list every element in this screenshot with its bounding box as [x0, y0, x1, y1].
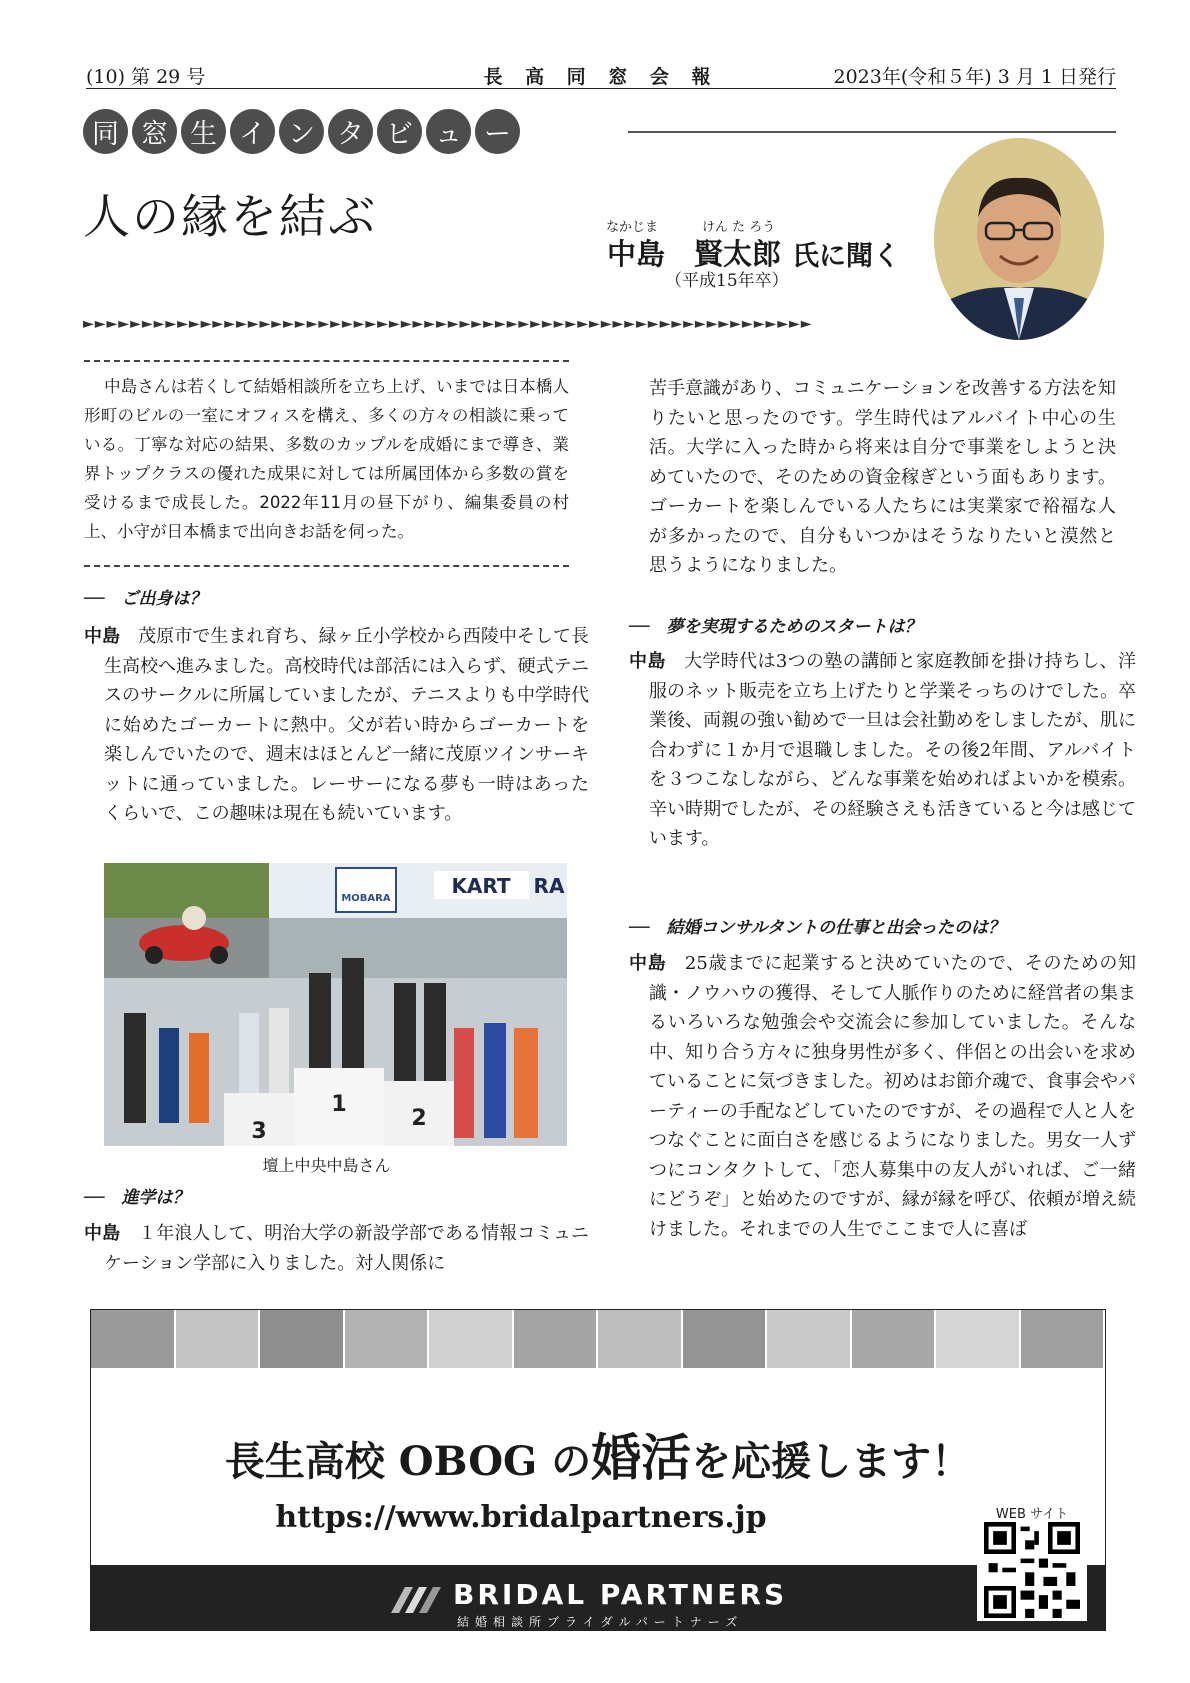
qr-label: WEB サイト: [995, 1507, 1069, 1522]
arrow-divider: ►►►►►►►►►►►►►►►►►►►►►►►►►►►►►►►►►►►►►►►►►►►►►►►►►►►►►►►►►►►►►►: [83, 316, 813, 332]
ad-headline-post: を応援します！: [691, 1438, 972, 1485]
lead-bottom-rule: [84, 565, 569, 567]
lead-body: 中島さんは若くして結婚相談所を立ち上げ、いまでは日本橋人形町のビルの一室にオフィスを構え、多くの方々の相談に乗っている。丁寧な対応の結果、多数のカップルを成婚にまで導き、業界トップクラスの優れた成果に対しては所属団体から多数の賞を受けるまで成長した。2022年11月の昼下がり、編集委員の村上、小守が日本橋まで出向きお話を伺った。: [84, 377, 569, 541]
speaker-label: 中島: [84, 1223, 121, 1244]
svg-text:1: 1: [331, 1092, 347, 1117]
issue-number: (10) 第 29 号: [86, 66, 206, 88]
portrait-photo: [934, 138, 1104, 340]
ad-brand-bar: [91, 1565, 1105, 1630]
interviewee-suffix: 氏に聞く: [792, 241, 900, 272]
answer-text: 25歳までに起業すると決めていたので、そのための知識・ノウハウの獲得、そして人脈作りのために経営者の集まるいろいろな勉強会や交流会に参加していました。そんな中、知り合う方々に独身男性が多く、伴侶との出会いを求めていることに気づきました。初めはお節介魂で、食事会やパーティーの手配などしていたのですが、その過程で人と人をつなぐことに面白さを感じるようになりました。男女一人ずつにコンタクトして、「恋人募集中の友人がいれば、ご一緒にどうぞ」と始めたのですが、縁が縁を呼び、依頼が増え続けました。それまでの人生でここまで人に喜ば: [649, 953, 1137, 1240]
svg-text:2: 2: [411, 1106, 427, 1131]
answer-text: 大学時代は3つの塾の講師と家庭教師を掛け持ちし、洋服のネット販売を立ち上げたりと学業そっちのけでした。卒業後、両親の強い勧めで一旦は会社勤めをしましたが、肌に合わずに１か月で退職しました。その後2年間、アルバイトを３つこなしながら、どんな事業を始めればよいかを模索。辛い時期でしたが、その経験さえも活きていると今は感じています。: [649, 651, 1137, 849]
ruby-family: なかじま: [606, 220, 659, 235]
question-start: ── 夢を実現するためのスタートは？: [629, 617, 922, 637]
sign-kart: KART: [451, 874, 511, 898]
speaker-label: 中島: [629, 953, 667, 974]
banner-char: タ: [328, 109, 373, 154]
brand-subtitle: 結婚相談所ブライダルパートナーズ: [457, 1615, 744, 1629]
banner-char: 同: [83, 109, 128, 154]
newsletter-name: 長 高 同 窓 会 報: [483, 66, 719, 88]
banner-char: 窓: [132, 109, 177, 154]
ad-url-link[interactable]: https://www.bridalpartners.jp: [275, 1500, 767, 1535]
interviewee-name: 中島 賢太郎: [607, 237, 782, 271]
brand-logo-icon: [391, 1587, 447, 1613]
photo-caption: 壇上中央中島さん: [262, 1156, 391, 1175]
question-career: ── 結婚コンサルタントの仕事と出会ったのは？: [629, 918, 1005, 938]
article-title: 人の縁を結ぶ: [83, 190, 377, 245]
banner-char: ュ: [426, 109, 471, 154]
brand-name: BRIDAL PARTNERS: [453, 1578, 788, 1611]
answer-text: 茂原市で生まれ育ち、緑ヶ丘小学校から西陵中そして長生高校へ進みました。高校時代は部活には入らず、硬式テニスのサークルに所属していましたが、テニスよりも中学時代に始めたゴーカートに熱中。父が若い時からゴーカートを楽しんでいたので、週末はほとんど一緒に茂原ツインサーキットに通っていました。レーサーになる夢も一時はあったくらいで、この趣味は現在も続いています。: [104, 626, 590, 824]
banner-char: ビ: [377, 109, 422, 154]
svg-text:3: 3: [251, 1119, 267, 1144]
answer-origin: [84, 622, 589, 829]
kart-photo-illustration: [104, 863, 567, 1146]
lead-text: [84, 372, 569, 546]
page-header: [86, 62, 1116, 89]
ruby-given: けん た ろう: [702, 220, 776, 235]
lead-top-rule: [84, 360, 569, 362]
ad-headline-emphasis: 婚活: [591, 1428, 692, 1487]
ad-headline-pre: 長生高校 OBOG の: [224, 1438, 592, 1485]
graduation-year: （平成15年卒）: [665, 271, 789, 291]
answer-education: [84, 1219, 589, 1278]
banner-char: イ: [230, 109, 275, 154]
question-text: 進学は？: [121, 1188, 190, 1208]
qr-panel[interactable]: [977, 1503, 1087, 1621]
portrait-illustration: [934, 138, 1104, 340]
banner-rule: [628, 131, 1116, 133]
bridal-advertisement: [90, 1309, 1106, 1631]
qr-code-icon[interactable]: [984, 1522, 1080, 1618]
sign-ra: RA: [533, 874, 565, 898]
question-text: 結婚コンサルタントの仕事と出会ったのは？: [666, 918, 1005, 938]
issue-date: 2023年(令和５年) 3 月 1 日発行: [833, 66, 1116, 88]
answer-education-continued: 苦手意識があり、コミュニケーションを改善する方法を知りたいと思ったのです。学生時代はアルバイト中心の生活。大学に入った時から将来は自分で事業をしようと決めていたので、そのための資金稼ぎという面もあります。ゴーカートを楽しんでいる人たちには実業家で裕福な人が多かったので、自分もいつかはそうなりたいと漠然と思うようになりました。: [649, 378, 1116, 576]
banner-char: ン: [279, 109, 324, 154]
speaker-label: 中島: [84, 626, 121, 647]
question-education: ── 進学は？: [84, 1188, 190, 1208]
sign-mobara: MOBARA: [341, 893, 391, 904]
interview-banner: [83, 108, 520, 154]
question-text: ご出身は？: [121, 589, 207, 609]
speaker-label: 中島: [629, 651, 666, 672]
answer-start: [629, 647, 1136, 854]
ad-photo-strip: [91, 1310, 1105, 1368]
question-origin: ── ご出身は？: [84, 589, 207, 609]
banner-char: ー: [475, 109, 520, 154]
question-text: 夢を実現するためのスタートは？: [666, 617, 922, 637]
kart-podium-photo: [104, 863, 567, 1146]
answer-text: １年浪人して、明治大学の新設学部である情報コミュニケーション学部に入りました。対人関係に: [104, 1223, 590, 1274]
ad-headline: [91, 1418, 1105, 1490]
banner-char: 生: [181, 109, 226, 154]
answer-career: [629, 949, 1136, 1244]
